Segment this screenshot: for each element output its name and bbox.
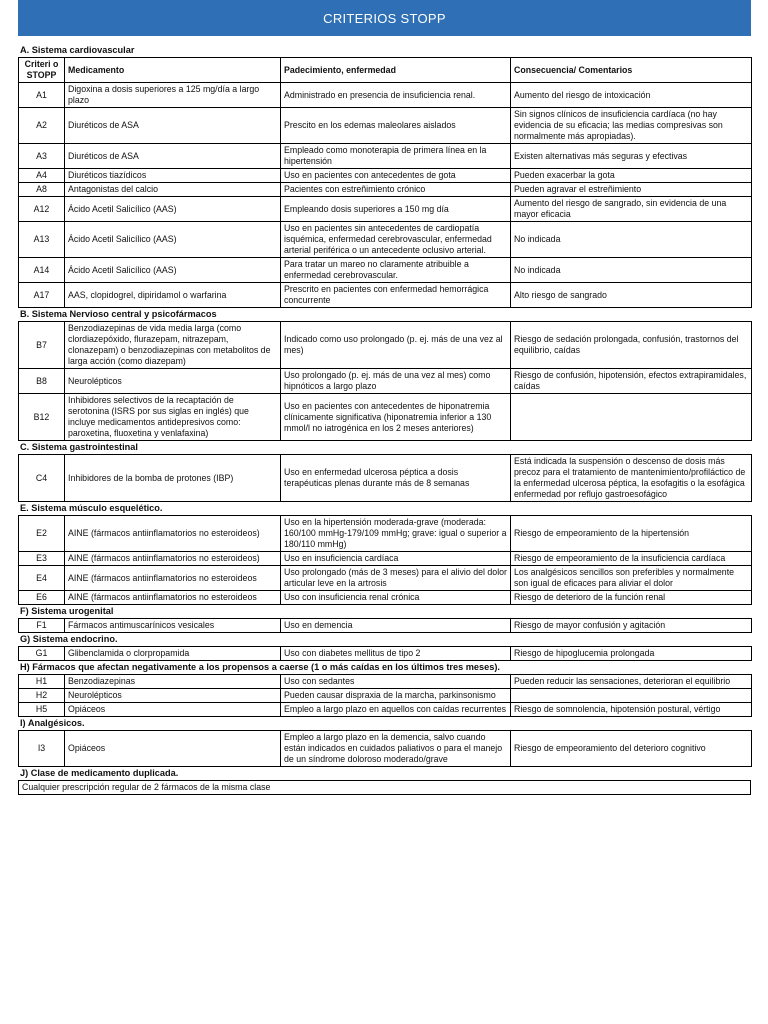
criteria-table bbox=[18, 515, 752, 605]
table-row bbox=[19, 689, 752, 703]
consequence-cell: Riesgo de empeoramiento de la insuficiencia cardíaca bbox=[511, 552, 752, 566]
consequence-cell: Riesgo de empeoramiento de la hipertensión bbox=[511, 516, 752, 552]
criteria-table bbox=[18, 321, 752, 441]
condition-cell: Uso en la hipertensión moderada-grave (moderada: 160/100 mmHg-179/109 mmHg; grave: igual o superior a 180/110 mmHg) bbox=[281, 516, 511, 552]
page-title: CRITERIOS STOPP bbox=[323, 10, 446, 26]
consequence-cell: Riesgo de sedación prolongada, confusión, trastornos del equilibrio, caídas bbox=[511, 322, 752, 369]
drug-cell: AINE (fármacos antiinflamatorios no esteroideos bbox=[65, 566, 281, 591]
criterion-code: A14 bbox=[19, 258, 65, 283]
condition-cell: Para tratar un mareo no claramente atribuible a enfermedad cerebrovascular. bbox=[281, 258, 511, 283]
table-header-row bbox=[19, 58, 752, 83]
condition-cell: Uso en pacientes con antecedentes de gota bbox=[281, 169, 511, 183]
section bbox=[18, 767, 751, 795]
consequence-cell bbox=[511, 689, 752, 703]
criterion-code: I3 bbox=[19, 731, 65, 767]
section-title: G) Sistema endocrino. bbox=[20, 634, 118, 644]
condition-cell: Uso en pacientes sin antecedentes de cardiopatía isquémica, enfermedad cerebrovascular, enfermedad arterial periférica o un antecedente oclusivo arterial. bbox=[281, 222, 511, 258]
consequence-cell: Riesgo de somnolencia, hipotensión postural, vértigo bbox=[511, 703, 752, 717]
drug-cell: Benzodiazepinas de vida media larga (como clordiazepóxido, flurazepam, nitrazepam, clonazepam) o benzodiazepinas con metabolitos de larga acción (como diazepam) bbox=[65, 322, 281, 369]
criterion-code: H1 bbox=[19, 675, 65, 689]
table-row bbox=[19, 731, 752, 767]
table-row bbox=[19, 455, 752, 502]
table-row bbox=[19, 516, 752, 552]
criterion-code: B7 bbox=[19, 322, 65, 369]
criterion-code: H2 bbox=[19, 689, 65, 703]
condition-cell: Pueden causar dispraxia de la marcha, parkinsonismo bbox=[281, 689, 511, 703]
criterion-code: A13 bbox=[19, 222, 65, 258]
consequence-cell: Está indicada la suspensión o descenso de dosis más precoz para el tratamiento de mantenimiento/profiláctico de la enfermedad ulcerosa péptica, la esofagitis o la esofágica enfermedad por reflujo gastroesofágico bbox=[511, 455, 752, 502]
drug-cell: Inhibidores selectivos de la recaptación de serotonina (ISRS por sus siglas en inglés) que incluye medicamentos antidepresivos como: paroxetina, fluoxetina y venlafaxina) bbox=[65, 394, 281, 441]
header-condition: Padecimiento, enfermedad bbox=[281, 58, 511, 83]
drug-cell: Diuréticos de ASA bbox=[65, 108, 281, 144]
consequence-cell: Alto riesgo de sangrado bbox=[511, 283, 752, 308]
drug-cell: Benzodiazepinas bbox=[65, 675, 281, 689]
criterion-code: A2 bbox=[19, 108, 65, 144]
section bbox=[18, 605, 751, 633]
table-row bbox=[19, 258, 752, 283]
condition-cell: Uso con insuficiencia renal crónica bbox=[281, 591, 511, 605]
criterion-code: E2 bbox=[19, 516, 65, 552]
section bbox=[18, 441, 751, 502]
table-row bbox=[19, 169, 752, 183]
consequence-cell: No indicada bbox=[511, 222, 752, 258]
section bbox=[18, 502, 751, 605]
drug-cell: AINE (fármacos antiinflamatorios no esteroideos) bbox=[65, 552, 281, 566]
condition-cell: Uso con diabetes mellitus de tipo 2 bbox=[281, 647, 511, 661]
consequence-cell: Los analgésicos sencillos son preferibles y normalmente son igual de eficaces para aliviar el dolor bbox=[511, 566, 752, 591]
criterion-code: E6 bbox=[19, 591, 65, 605]
condition-cell: Empleo a largo plazo en la demencia, salvo cuando están indicados en cuidados paliativos o para el manejo de un síndrome doloroso moderado/grave bbox=[281, 731, 511, 767]
condition-cell: Empleo a largo plazo en aquellos con caídas recurrentes bbox=[281, 703, 511, 717]
criterion-code: E3 bbox=[19, 552, 65, 566]
page-title-banner bbox=[18, 0, 751, 36]
note-table bbox=[18, 780, 751, 795]
table-row bbox=[19, 283, 752, 308]
criterion-code: G1 bbox=[19, 647, 65, 661]
condition-cell: Uso en enfermedad ulcerosa péptica a dosis terapéuticas plenas durante más de 8 semanas bbox=[281, 455, 511, 502]
section-title: E. Sistema músculo esquelético. bbox=[20, 503, 163, 513]
drug-cell: Ácido Acetil Salicílico (AAS) bbox=[65, 197, 281, 222]
drug-cell: Opiáceos bbox=[65, 731, 281, 767]
table-row bbox=[19, 552, 752, 566]
consequence-cell: Pueden reducir las sensaciones, deterioran el equilibrio bbox=[511, 675, 752, 689]
table-row bbox=[19, 108, 752, 144]
section bbox=[18, 633, 751, 661]
table-row bbox=[19, 619, 752, 633]
section-title: B. Sistema Nervioso central y psicofármacos bbox=[20, 309, 217, 319]
drug-cell: Diuréticos de ASA bbox=[65, 144, 281, 169]
section-title: J) Clase de medicamento duplicada. bbox=[20, 768, 179, 778]
condition-cell: Uso prolongado (más de 3 meses) para el alivio del dolor articular leve en la artrosis bbox=[281, 566, 511, 591]
condition-cell: Uso prolongado (p. ej. más de una vez al mes) como hipnóticos a largo plazo bbox=[281, 369, 511, 394]
criteria-table bbox=[18, 618, 752, 633]
section-title: A. Sistema cardiovascular bbox=[20, 45, 135, 55]
drug-cell: Ácido Acetil Salicílico (AAS) bbox=[65, 258, 281, 283]
header-drug: Medicamento bbox=[65, 58, 281, 83]
section bbox=[18, 44, 751, 308]
consequence-cell: Aumento del riesgo de sangrado, sin evidencia de una mayor eficacia bbox=[511, 197, 752, 222]
consequence-cell: Pueden exacerbar la gota bbox=[511, 169, 752, 183]
section bbox=[18, 661, 751, 717]
drug-cell: Inhibidores de la bomba de protones (IBP) bbox=[65, 455, 281, 502]
criterion-code: A17 bbox=[19, 283, 65, 308]
criteria-table bbox=[18, 454, 752, 502]
table-row bbox=[19, 197, 752, 222]
drug-cell: Neurolépticos bbox=[65, 369, 281, 394]
table-row bbox=[19, 591, 752, 605]
drug-cell: AINE (fármacos antiinflamatorios no esteroideos) bbox=[65, 516, 281, 552]
consequence-cell bbox=[511, 394, 752, 441]
header-code: Criteri o STOPP bbox=[19, 58, 65, 83]
consequence-cell: Riesgo de empeoramiento del deterioro cognitivo bbox=[511, 731, 752, 767]
condition-cell: Uso en pacientes con antecedentes de hiponatremia clínicamente significativa (hiponatremia inferior a 130 mmol/l no iatrogénica en los 2 meses anteriores) bbox=[281, 394, 511, 441]
drug-cell: Diuréticos tiazídicos bbox=[65, 169, 281, 183]
drug-cell: AAS, clopidogrel, dipiridamol o warfarina bbox=[65, 283, 281, 308]
consequence-cell: Pueden agravar el estreñimiento bbox=[511, 183, 752, 197]
condition-cell: Indicado como uso prolongado (p. ej. más de una vez al mes) bbox=[281, 322, 511, 369]
table-row bbox=[19, 144, 752, 169]
criterion-code: B12 bbox=[19, 394, 65, 441]
drug-cell: Glibenclamida o clorpropamida bbox=[65, 647, 281, 661]
consequence-cell: Existen alternativas más seguras y efectivas bbox=[511, 144, 752, 169]
criterion-code: B8 bbox=[19, 369, 65, 394]
section-title: H) Fármacos que afectan negativamente a los propensos a caerse (1 o más caídas en los últimos tres meses). bbox=[20, 662, 500, 672]
criterion-code: C4 bbox=[19, 455, 65, 502]
table-row bbox=[19, 322, 752, 369]
consequence-cell: Riesgo de mayor confusión y agitación bbox=[511, 619, 752, 633]
table-row bbox=[19, 369, 752, 394]
drug-cell: Ácido Acetil Salicílico (AAS) bbox=[65, 222, 281, 258]
criterion-code: E4 bbox=[19, 566, 65, 591]
section-title: I) Analgésicos. bbox=[20, 718, 85, 728]
drug-cell: Opiáceos bbox=[65, 703, 281, 717]
table-row bbox=[19, 566, 752, 591]
header-consequence: Consecuencia/ Comentarios bbox=[511, 58, 752, 83]
drug-cell: AINE (fármacos antiinflamatorios no esteroideos bbox=[65, 591, 281, 605]
note-cell: Cualquier prescripción regular de 2 fármacos de la misma clase bbox=[19, 781, 751, 795]
consequence-cell: Riesgo de confusión, hipotensión, efectos extrapiramidales, caídas bbox=[511, 369, 752, 394]
table-row bbox=[19, 222, 752, 258]
condition-cell: Prescrito en pacientes con enfermedad hemorrágica concurrente bbox=[281, 283, 511, 308]
criterion-code: A12 bbox=[19, 197, 65, 222]
condition-cell: Pacientes con estreñimiento crónico bbox=[281, 183, 511, 197]
condition-cell: Uso con sedantes bbox=[281, 675, 511, 689]
criteria-table bbox=[18, 674, 752, 717]
stopp-criteria-document bbox=[18, 44, 751, 795]
condition-cell: Prescito en los edemas maleolares aislados bbox=[281, 108, 511, 144]
section bbox=[18, 717, 751, 767]
criterion-code: A8 bbox=[19, 183, 65, 197]
section-title: F) Sistema urogenital bbox=[20, 606, 114, 616]
condition-cell: Administrado en presencia de insuficiencia renal. bbox=[281, 83, 511, 108]
table-row bbox=[19, 83, 752, 108]
drug-cell: Antagonistas del calcio bbox=[65, 183, 281, 197]
table-row bbox=[19, 394, 752, 441]
section-title: C. Sistema gastrointestinal bbox=[20, 442, 138, 452]
drug-cell: Digoxina a dosis superiores a 125 mg/día a largo plazo bbox=[65, 83, 281, 108]
drug-cell: Fármacos antimuscarínicos vesicales bbox=[65, 619, 281, 633]
criterion-code: A1 bbox=[19, 83, 65, 108]
table-row bbox=[19, 183, 752, 197]
condition-cell: Uso en insuficiencia cardíaca bbox=[281, 552, 511, 566]
consequence-cell: Aumento del riesgo de intoxicación bbox=[511, 83, 752, 108]
condition-cell: Uso en demencia bbox=[281, 619, 511, 633]
criteria-table bbox=[18, 57, 752, 308]
criterion-code: F1 bbox=[19, 619, 65, 633]
consequence-cell: Sin signos clínicos de insuficiencia cardíaca (no hay evidencia de su eficacia; las medias compresivas son normalmente más apropiadas). bbox=[511, 108, 752, 144]
condition-cell: Empleando dosis superiores a 150 mg día bbox=[281, 197, 511, 222]
consequence-cell: Riesgo de deterioro de la función renal bbox=[511, 591, 752, 605]
criterion-code: A3 bbox=[19, 144, 65, 169]
consequence-cell: Riesgo de hipoglucemia prolongada bbox=[511, 647, 752, 661]
criterion-code: H5 bbox=[19, 703, 65, 717]
table-row bbox=[19, 703, 752, 717]
drug-cell: Neurolépticos bbox=[65, 689, 281, 703]
table-row bbox=[19, 675, 752, 689]
condition-cell: Empleado como monoterapia de primera línea en la hipertensión bbox=[281, 144, 511, 169]
table-row bbox=[19, 781, 751, 795]
section bbox=[18, 308, 751, 441]
criterion-code: A4 bbox=[19, 169, 65, 183]
criteria-table bbox=[18, 730, 752, 767]
criteria-table bbox=[18, 646, 752, 661]
consequence-cell: No indicada bbox=[511, 258, 752, 283]
table-row bbox=[19, 647, 752, 661]
